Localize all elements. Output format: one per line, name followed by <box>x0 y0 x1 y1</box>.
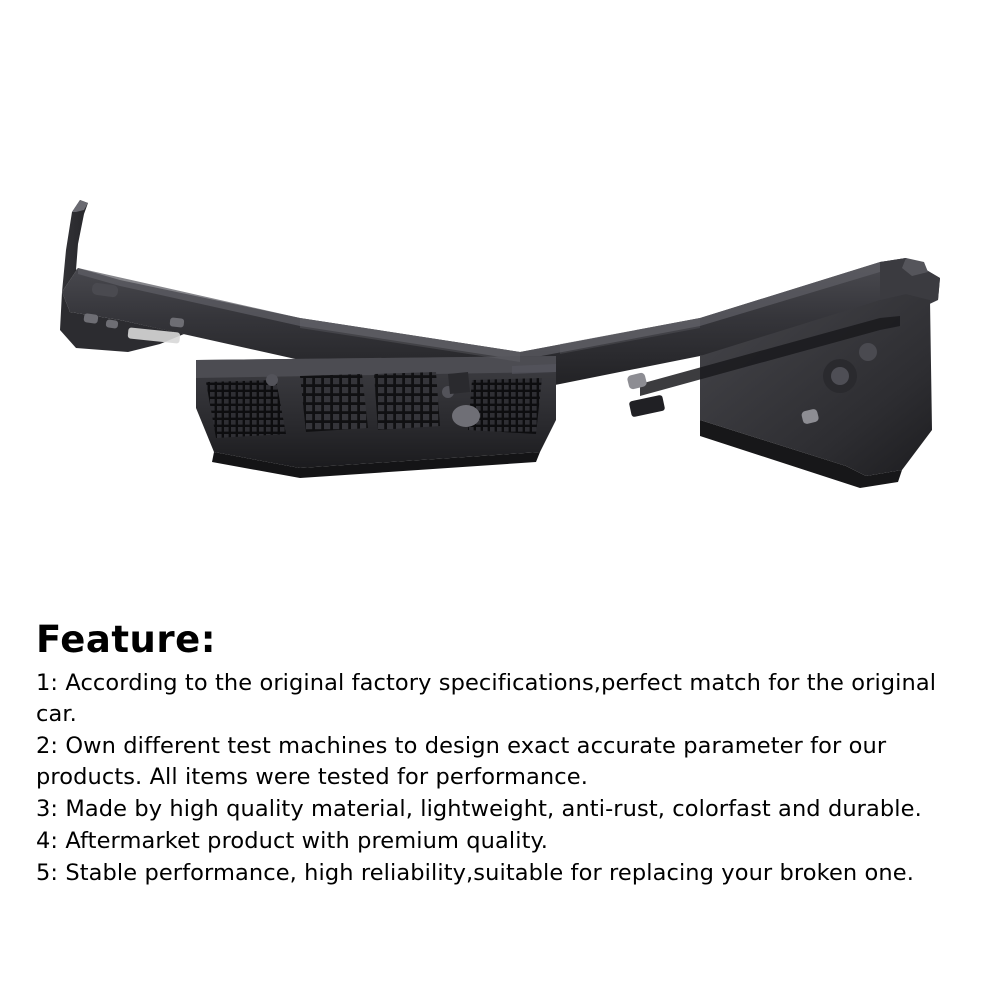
feature-item-3: 3: Made by high quality material, lightweight, anti-rust, colorfast and durable. <box>36 796 922 822</box>
feature-item-5: 5: Stable performance, high reliability,suitable for replacing your broken one. <box>36 860 914 886</box>
panel-tray-boss <box>448 372 470 394</box>
panel-mesh-left <box>206 380 286 438</box>
feature-item-1: 1: According to the original factory specifications,perfect match for the original car. <box>36 670 937 727</box>
feature-item-4: 4: Aftermarket product with premium quality. <box>36 828 548 854</box>
feature-list <box>36 668 966 889</box>
feature-heading: Feature: <box>36 618 217 661</box>
panel-right-slot <box>629 395 666 418</box>
panel-tray-screw-1 <box>266 374 278 386</box>
feature-section <box>36 618 966 890</box>
panel-mesh-center-left <box>300 374 368 432</box>
panel-grommet-large-center <box>831 367 849 385</box>
panel-mesh-right <box>468 378 542 434</box>
panel-mesh-center-right <box>374 372 440 430</box>
feature-item-2: 2: Own different test machines to design exact accurate parameter for our products. All items were tested for performance. <box>36 733 887 790</box>
panel-left-hole-3 <box>170 317 185 327</box>
panel-grommet-small <box>859 343 877 361</box>
panel-left-arm-tip <box>72 200 88 212</box>
panel-tray-grommet <box>452 405 480 427</box>
